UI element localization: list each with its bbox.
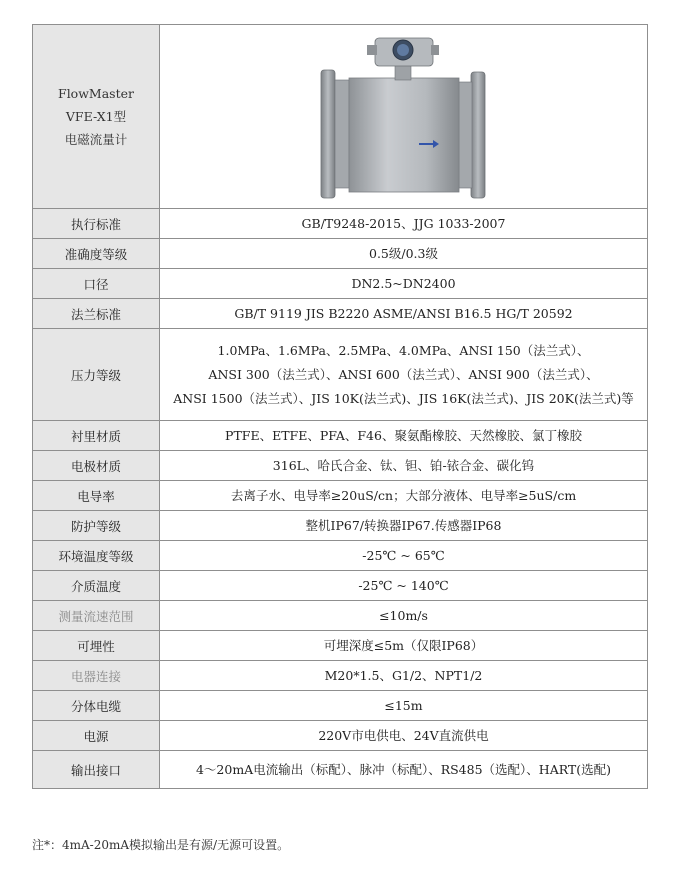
spec-label: 输出接口 <box>33 751 160 789</box>
product-model: VFE-X1型 <box>65 109 127 124</box>
spec-label: 防护等级 <box>33 511 160 541</box>
spec-row <box>33 661 648 691</box>
spec-row <box>33 721 648 751</box>
product-label-cell <box>33 25 160 209</box>
spec-label: 执行标准 <box>33 209 160 239</box>
spec-value: 316L、哈氏合金、钛、钽、铂-铱合金、碳化钨 <box>160 451 648 481</box>
spec-row <box>33 421 648 451</box>
spec-label: 衬里材质 <box>33 421 160 451</box>
product-row <box>33 25 648 209</box>
product-name: 电磁流量计 <box>64 132 128 147</box>
spec-row <box>33 541 648 571</box>
spec-value-line: 1.0MPa、1.6MPa、2.5MPa、4.0MPa、ANSI 150（法兰式）、 <box>217 342 590 358</box>
spec-label: 分体电缆 <box>33 691 160 721</box>
spec-value: 0.5级/0.3级 <box>160 239 648 269</box>
spec-row <box>33 481 648 511</box>
spec-value: M20*1.5、G1/2、NPT1/2 <box>160 661 648 691</box>
spec-row <box>33 269 648 299</box>
spec-value: 4～20mA电流输出（标配）、脉冲（标配）、RS485（选配）、HART(选配) <box>160 751 648 789</box>
spec-row <box>33 209 648 239</box>
spec-value: -25℃ ~ 65℃ <box>160 541 648 571</box>
spec-row <box>33 451 648 481</box>
spec-row <box>33 631 648 661</box>
spec-value: -25℃ ~ 140℃ <box>160 571 648 601</box>
spec-value: ≤10m/s <box>160 601 648 631</box>
spec-value: GB/T 9119 JIS B2220 ASME/ANSI B16.5 HG/T 20592 <box>160 299 648 329</box>
footnote: 注*：4mA-20mA模拟输出是有源/无源可设置。 <box>32 838 290 852</box>
product-brand: FlowMaster <box>58 86 134 101</box>
spec-label: 准确度等级 <box>33 239 160 269</box>
spec-value: DN2.5~DN2400 <box>160 269 648 299</box>
spec-label: 压力等级 <box>33 329 160 421</box>
spec-label: 测量流速范围 <box>33 601 160 631</box>
spec-value: GB/T9248-2015、JJG 1033-2007 <box>160 209 648 239</box>
product-image-cell <box>160 25 648 209</box>
spec-label: 电器连接 <box>33 661 160 691</box>
spec-row <box>33 751 648 789</box>
spec-label: 口径 <box>33 269 160 299</box>
spec-row <box>33 299 648 329</box>
spec-label: 电导率 <box>33 481 160 511</box>
spec-label: 可埋性 <box>33 631 160 661</box>
spec-label: 法兰标准 <box>33 299 160 329</box>
spec-row <box>33 601 648 631</box>
spec-value-line: ANSI 1500（法兰式）、JIS 10K(法兰式)、JIS 16K(法兰式)、JIS 20K(法兰式)等 <box>173 390 634 406</box>
spec-label: 电极材质 <box>33 451 160 481</box>
spec-row <box>33 239 648 269</box>
spec-value-line: ANSI 300（法兰式）、ANSI 600（法兰式）、ANSI 900（法兰式）、 <box>208 366 599 382</box>
spec-row <box>33 511 648 541</box>
spec-value-multiline <box>160 329 648 421</box>
spec-value: 整机IP67/转换器IP67.传感器IP68 <box>160 511 648 541</box>
spec-value: 220V市电供电、24V直流供电 <box>160 721 648 751</box>
spec-label: 介质温度 <box>33 571 160 601</box>
flowmeter-image <box>319 32 489 202</box>
spec-label: 环境温度等级 <box>33 541 160 571</box>
spec-value: 去离子水、电导率≥20uS/cn；大部分液体、电导率≥5uS/cm <box>160 481 648 511</box>
spec-label: 电源 <box>33 721 160 751</box>
spec-row <box>33 571 648 601</box>
spec-row <box>33 329 648 421</box>
spec-table <box>32 24 648 789</box>
spec-value: 可埋深度≤5m（仅限IP68） <box>160 631 648 661</box>
spec-value: ≤15m <box>160 691 648 721</box>
spec-value: PTFE、ETFE、PFA、F46、聚氨酯橡胶、天然橡胶、氯丁橡胶 <box>160 421 648 451</box>
spec-row <box>33 691 648 721</box>
